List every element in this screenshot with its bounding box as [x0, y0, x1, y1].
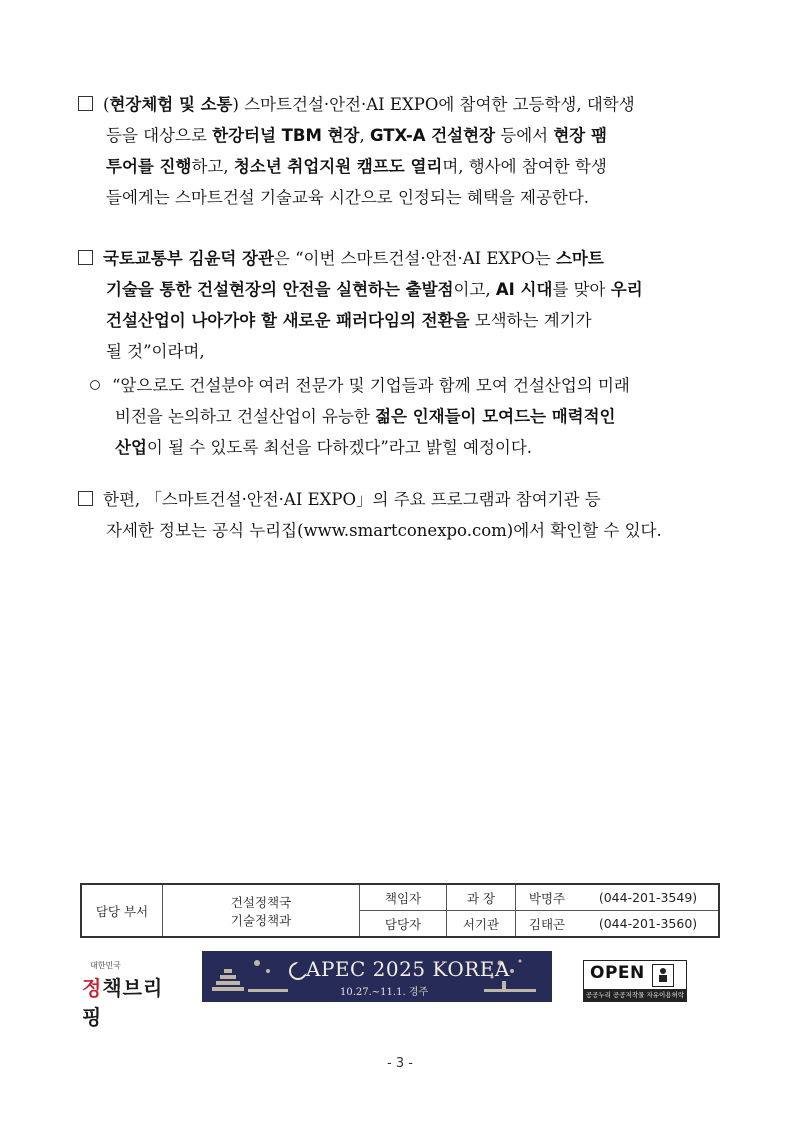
attribution-icon	[652, 964, 674, 987]
open-license-caption: 공공누리 공공저작물 자유이용허락	[585, 991, 685, 999]
open-wordmark: OPEN	[590, 963, 645, 983]
checkbox-bullet-icon	[78, 491, 93, 506]
para4-line2: 자세한 정보는 공식 누리집(www.smartconexpo.com)에서 확인할 수 있다.	[106, 521, 662, 540]
checkbox-bullet-icon	[78, 250, 93, 265]
para3-line1: “앞으로도 건설분야 여러 전문가 및 기업들과 함께 모여 건설산업의 미래	[78, 370, 738, 401]
paragraph-future-vision	[78, 370, 738, 463]
dept-label: 담당 부서	[81, 884, 163, 937]
apec-title: APEC 2025 KOREA	[306, 957, 510, 981]
para2-line2: 기술을 통한 건설현장의 안전을 실현하는 출발점이고, AI 시대를 맞아 우리	[106, 280, 643, 299]
para2-line1: 국토교통부 김윤덕 장관은 “이번 스마트건설·안전·AI EXPO는 스마트	[78, 243, 738, 274]
name-cell: 김태곤	[516, 911, 579, 938]
para1-line2: 등을 대상으로 한강터널 TBM 현장, GTX-A 건설현장 등에서 현장 팸	[106, 126, 607, 145]
policy-briefing-logo: 대한민국 정책브리핑	[82, 961, 164, 1029]
role-cell: 책임자	[360, 884, 447, 911]
para3-line3: 산업이 될 수 있도록 최선을 다하겠다”라고 밝힐 예정이다.	[115, 438, 533, 457]
dept-name: 건설정책국 기술정책과	[163, 884, 360, 937]
paragraph-more-info	[78, 484, 738, 546]
circle-bullet-icon	[90, 380, 100, 390]
kogl-open-logo	[583, 960, 687, 1002]
page-number: - 3 -	[387, 1056, 413, 1071]
paragraph-minister-quote	[78, 243, 738, 367]
contact-table	[80, 883, 720, 938]
title-cell: 서기관	[447, 911, 516, 938]
para3-line2: 비전을 논의하고 건설산업이 유능한 젊은 인재들이 모여드는 매력적인	[115, 407, 616, 426]
apec-2025-banner	[202, 951, 552, 1002]
phone-cell: (044-201-3560)	[578, 911, 719, 938]
para1-line3: 투어를 진행하고, 청소년 취업지원 캠프도 열리며, 행사에 참여한 학생	[106, 157, 607, 176]
title-cell: 과 장	[447, 884, 516, 911]
name-cell: 박명주	[516, 884, 579, 911]
apec-date: 10.27.~11.1. 경주	[340, 987, 429, 998]
checkbox-bullet-icon	[78, 96, 93, 111]
paragraph-field-experience	[78, 89, 738, 213]
table-row	[81, 884, 719, 911]
phone-cell: (044-201-3549)	[578, 884, 719, 911]
para4-line1: 한편, 「스마트건설·안전·AI EXPO」의 주요 프로그램과 참여기관 등	[78, 484, 738, 515]
role-cell: 담당자	[360, 911, 447, 938]
para1-line1: (현장체험 및 소통) 스마트건설·안전·AI EXPO에 참여한 고등학생, 대학생	[78, 89, 738, 120]
para2-line4: 될 것”이라며,	[106, 342, 205, 361]
para1-line4: 들에게는 스마트건설 기술교육 시간으로 인정되는 혜택을 제공한다.	[106, 188, 590, 207]
para2-line3: 건설산업이 나아가야 할 새로운 패러다임의 전환을 모색하는 계기가	[106, 311, 592, 330]
